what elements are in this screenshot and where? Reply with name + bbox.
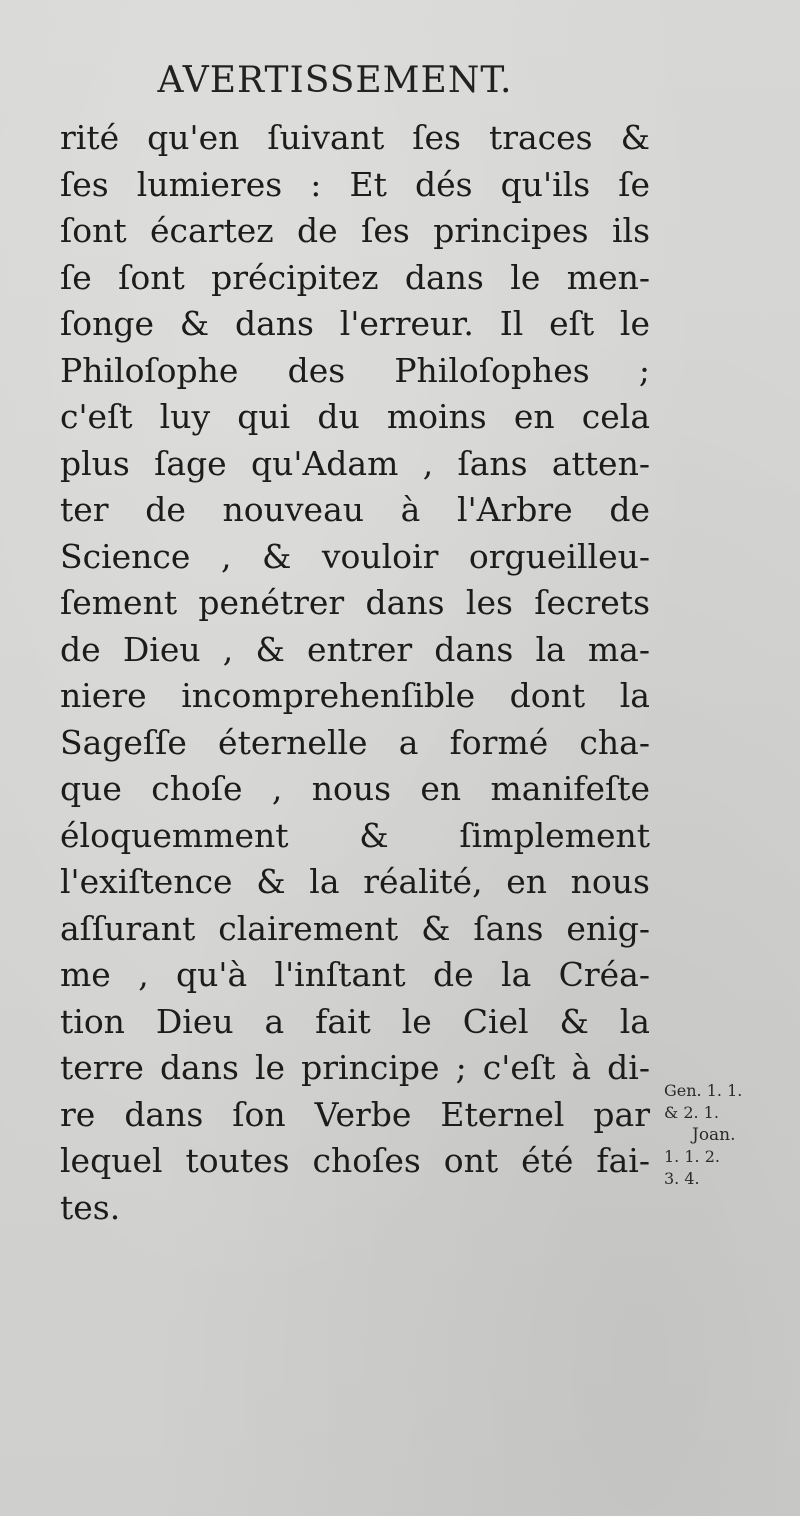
text-line: tes.: [60, 1187, 121, 1227]
text-line: rité qu'en ſuivant ſes traces &: [60, 118, 650, 157]
text-line: lequel toutes choſes ont été fai-: [60, 1141, 650, 1180]
text-line: me , qu'à l'inſtant de la Créa-: [60, 955, 650, 994]
margin-note-line: 1. 1. 2.: [664, 1147, 720, 1166]
text-line: ter de nouveau à l'Arbre de: [60, 490, 650, 529]
body-text: [60, 115, 650, 1231]
text-line: ſont écartez de ſes principes ils: [60, 211, 650, 250]
text-line: Philoſophe des Philoſophes ;: [60, 350, 650, 390]
text-line: c'eſt luy qui du moins en cela: [60, 397, 650, 436]
text-line: terre dans le principe ; c'eſt à di-: [60, 1048, 650, 1087]
running-head: AVERTISSEMENT.: [157, 60, 513, 101]
text-line: plus ſage qu'Adam , ſans atten-: [60, 443, 650, 483]
text-line: tion Dieu a fait le Ciel & la: [60, 1001, 650, 1041]
margin-note-line: 3. 4.: [664, 1169, 700, 1188]
text-line: éloquemment & ſimplement: [60, 815, 650, 855]
text-line: ſes lumieres : Et dés qu'ils ſe: [60, 164, 650, 204]
text-line: re dans ſon Verbe Eternel par: [60, 1094, 650, 1134]
text-line: aſſurant clairement & ſans enig-: [60, 908, 650, 948]
text-line: ſe ſont précipitez dans le men-: [60, 257, 650, 297]
margin-note-line: Gen. 1. 1.: [664, 1081, 743, 1100]
margin-note-line: Joan.: [692, 1125, 736, 1145]
text-line: niere incomprehenſible dont la: [60, 676, 650, 715]
margin-note-line: & 2. 1.: [664, 1103, 719, 1122]
text-line: que choſe , nous en manifeſte: [60, 769, 650, 808]
margin-note: [664, 1080, 784, 1190]
text-line: Sageſſe éternelle a formé cha-: [60, 722, 650, 762]
text-line: Science , & vouloir orgueilleu-: [60, 536, 650, 576]
text-line: de Dieu , & entrer dans la ma-: [60, 629, 650, 669]
text-line: l'exiſtence & la réalité, en nous: [60, 862, 650, 901]
text-line: ſonge & dans l'erreur. Il eſt le: [60, 304, 650, 343]
text-line: ſement penétrer dans les ſecrets: [60, 583, 650, 622]
